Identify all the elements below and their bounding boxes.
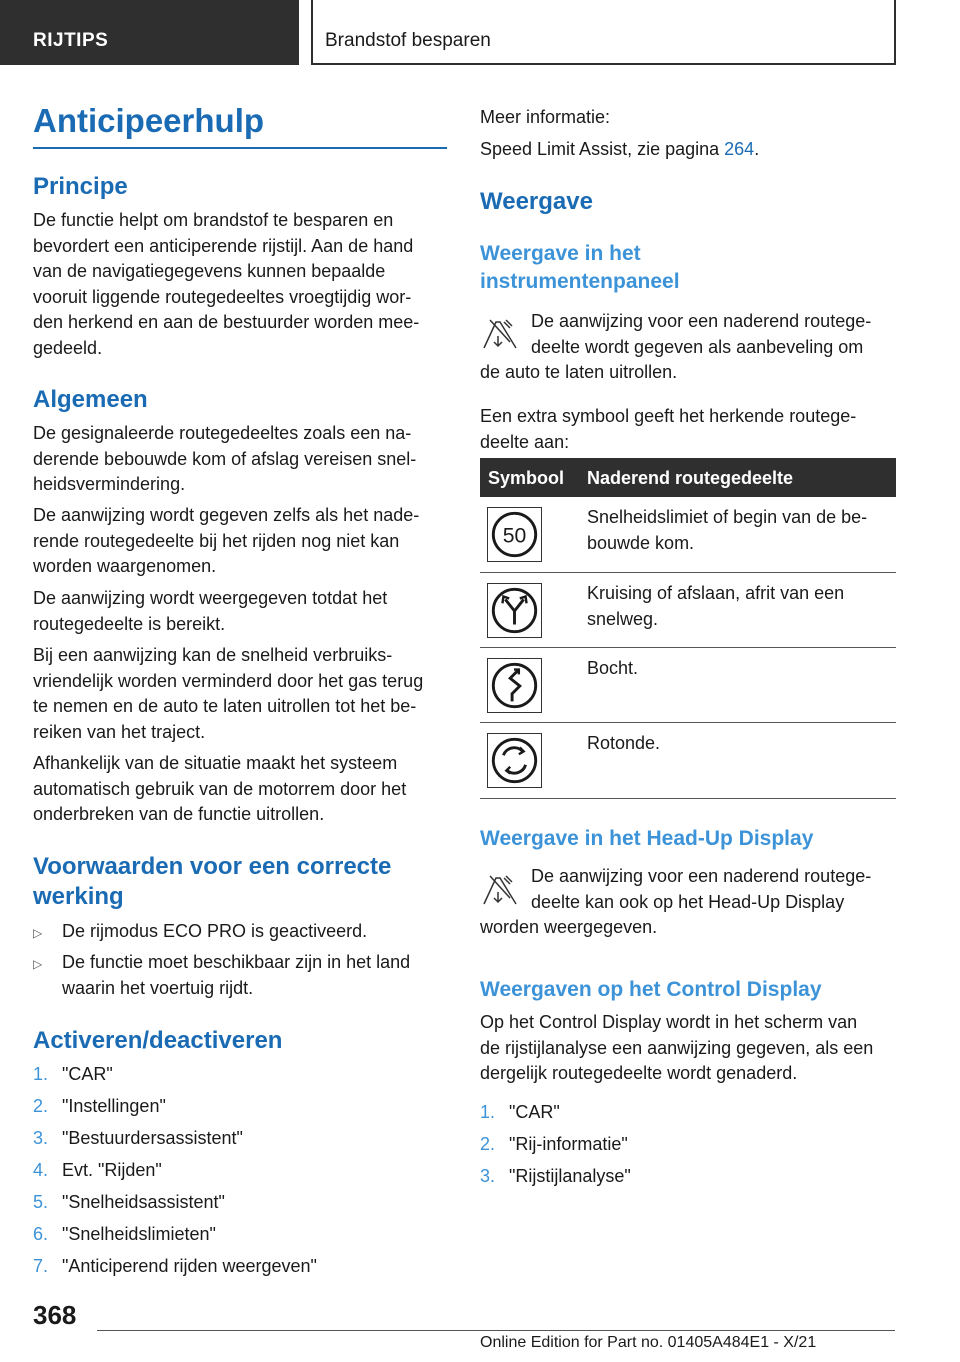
table-row: Bocht. xyxy=(480,648,896,723)
header-chapter-tab xyxy=(311,0,896,65)
heading-principe: Principe xyxy=(33,173,128,200)
header-section-tab xyxy=(0,0,299,65)
footer-divider xyxy=(97,1330,895,1331)
step-item: 1. "CAR" xyxy=(480,1102,560,1122)
heading-activeren: Activeren/deactiveren xyxy=(33,1027,283,1054)
step-item: 7. "Anticiperend rijden weergeven" xyxy=(33,1256,317,1276)
algemeen-paragraph-5: Afhankelijk van de situatie maakt het systeem automatisch gebruik van de motorrem door het onderbreken van de functie uitrollen. xyxy=(33,753,407,824)
heading-instrumentenpaneel: Weergave in het instrumentenpaneel xyxy=(480,242,680,293)
table-header-symbool: Symbool xyxy=(488,468,565,488)
step-item: 1. "CAR" xyxy=(33,1064,113,1084)
step-item: 3. "Rijstijlanalyse" xyxy=(480,1166,631,1186)
table-row: Rotonde. xyxy=(480,723,896,799)
table-header xyxy=(480,458,896,497)
bullet-triangle-icon: ▷ xyxy=(33,926,43,940)
roundabout-icon xyxy=(487,733,542,788)
title-divider xyxy=(33,147,447,149)
step-item: 6. "Snelheidslimieten" xyxy=(33,1224,216,1244)
principe-text: De functie helpt om brandstof te besparen en bevordert een anticiperende rijstijl. Aan de hand van de navigatiegegevens kunnen bepaalde vooruit liggende routegedeeltes vroegtijdig wor- den herkend en aan de bestuurder worden mee- gedeeld. xyxy=(33,210,420,358)
step-item: 2. "Instellingen" xyxy=(33,1096,166,1116)
bullet-triangle-icon: ▷ xyxy=(33,957,43,971)
page-number: 368 xyxy=(33,1300,77,1330)
algemeen-paragraph-1: De gesignaleerde routegedeeltes zoals een na- derende bebouwde kom of afslag vereisen snel- heidsvermindering. xyxy=(33,423,417,494)
heading-weergave: Weergave xyxy=(480,188,593,215)
header-chapter-label: Brandstof besparen xyxy=(325,30,491,51)
heading-head-up-display: Weergave in het Head-Up Display xyxy=(480,827,814,850)
algemeen-paragraph-4: Bij een aanwijzing kan de snelheid verbruiks- vriendelijk worden verminderd door het gas terug te nemen en de auto te laten uitrollen tot het be- reiken van het traject. xyxy=(33,645,424,742)
junction-icon xyxy=(487,583,542,638)
heading-algemeen: Algemeen xyxy=(33,386,148,413)
speed-limit-50-icon xyxy=(487,507,542,562)
footer-edition: Online Edition for Part no. 01405A484E1 - X/21 xyxy=(480,1334,817,1351)
step-item: 5. "Snelheidsassistent" xyxy=(33,1192,225,1212)
page-link-264[interactable]: 264 xyxy=(724,139,755,159)
instrumentenpaneel-text: De aanwijzing voor een naderend routege- deelte wordt gegeven als aanbeveling om de auto te laten uitrollen. xyxy=(480,311,872,382)
page-title: Anticipeerhulp xyxy=(33,102,265,139)
step-item: 4. Evt. "Rijden" xyxy=(33,1160,162,1180)
heading-voorwaarden: Voorwaarden voor een correcte werking xyxy=(33,853,392,910)
step-item: 3. "Bestuurdersassistent" xyxy=(33,1128,243,1148)
head-up-display-text: De aanwijzing voor een naderend routege- deelte kan ook op het Head-Up Display worden weergegeven. xyxy=(480,866,872,937)
algemeen-paragraph-3: De aanwijzing wordt weergegeven totdat het routegedeelte is bereikt. xyxy=(33,588,388,634)
extra-symbol-text: Een extra symbool geeft het herkende routege- deelte aan: xyxy=(480,406,857,452)
header-section-label: RIJTIPS xyxy=(33,30,109,51)
control-display-text: Op het Control Display wordt in het scherm van de rijstijlanalyse een aanwijzing gegeven, als een dergelijk routegedeelte wordt genaderd. xyxy=(480,1012,874,1083)
speed-limit-reference: Speed Limit Assist, zie pagina 264. xyxy=(480,139,760,159)
list-item: ▷ De rijmodus ECO PRO is geactiveerd. xyxy=(33,919,367,945)
step-item: 2. "Rij-informatie" xyxy=(480,1134,628,1154)
svg-text:50: 50 xyxy=(502,524,527,548)
table-row: Kruising of afslaan, afrit van een snelweg. xyxy=(480,573,896,648)
table-row: 50 Snelheidslimiet of begin van de be- bouwde kom. xyxy=(480,497,896,573)
curve-icon xyxy=(487,658,542,713)
algemeen-paragraph-2: De aanwijzing wordt gegeven zelfs als het nade- rende routegedeelte bij het rijden nog niet kan worden waargenomen. xyxy=(33,505,420,576)
meer-informatie: Meer informatie: xyxy=(480,107,611,127)
list-item: ▷ De functie moet beschikbaar zijn in het land waarin het voertuig rijdt. xyxy=(33,952,411,998)
heading-control-display: Weergaven op het Control Display xyxy=(480,978,822,1001)
table-header-routegedeelte: Naderend routegedeelte xyxy=(587,468,794,488)
